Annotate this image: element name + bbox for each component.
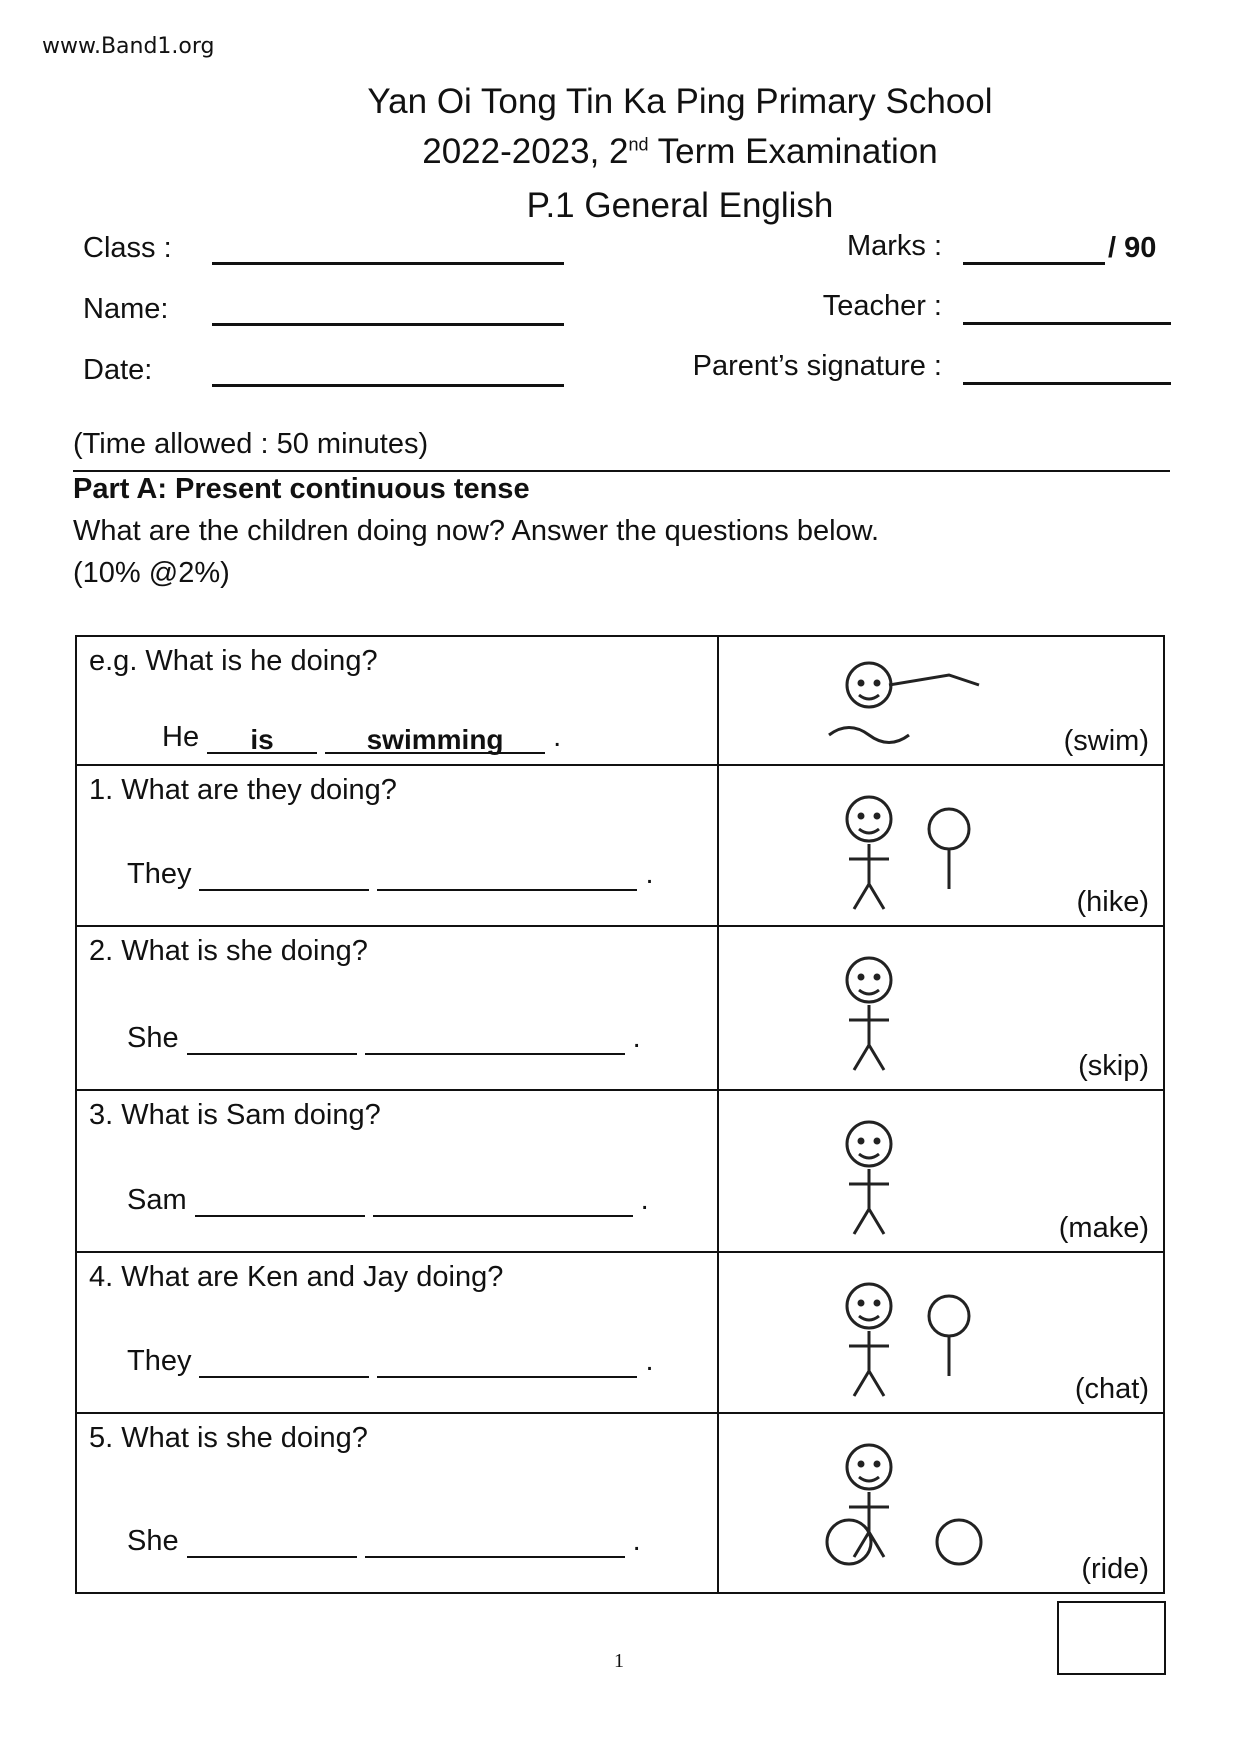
- answer-line: [127, 858, 654, 891]
- part-a-marks: (10% @2%): [73, 557, 230, 589]
- part-a-title: Part A: Present continuous tense: [73, 473, 530, 505]
- question-text: 3. What is Sam doing?: [89, 1099, 381, 1131]
- answer-blank-2[interactable]: [377, 861, 637, 891]
- hiking-children-picture: [809, 774, 1009, 919]
- picture-cell: [718, 636, 1164, 765]
- question-row: [76, 1413, 1164, 1593]
- full-stop: .: [632, 1525, 641, 1557]
- answer-blank-2[interactable]: [377, 1348, 637, 1378]
- girl-riding-bike-picture: [809, 1422, 1009, 1586]
- answer-line: [162, 721, 561, 754]
- picture-cell: [718, 1090, 1164, 1252]
- school-name: Yan Oi Tong Tin Ka Ping Primary School: [367, 82, 993, 121]
- verb-hint: (make): [1058, 1212, 1149, 1244]
- picture-cell: [718, 1252, 1164, 1413]
- girl-skipping-rope-picture: [809, 935, 1009, 1083]
- question-text: 4. What are Ken and Jay doing?: [89, 1261, 504, 1293]
- answer-blank-2[interactable]: [373, 1187, 633, 1217]
- question-cell: [76, 1252, 718, 1413]
- question-cell: [76, 636, 718, 765]
- answer-line: [127, 1022, 641, 1055]
- teacher-label: Teacher :: [822, 290, 942, 322]
- verb-hint: (hike): [1076, 886, 1149, 918]
- answer-subject: They: [127, 858, 192, 890]
- name-field[interactable]: [212, 323, 564, 326]
- question-text: 5. What is she doing?: [89, 1422, 368, 1454]
- question-row: [76, 1252, 1164, 1413]
- marks-label: Marks :: [846, 230, 942, 262]
- questions-table: [75, 635, 1165, 1594]
- question-cell: [76, 765, 718, 926]
- answer-blank-1[interactable]: [195, 1187, 365, 1217]
- full-stop: .: [632, 1022, 641, 1054]
- full-stop: .: [553, 721, 562, 753]
- answer-blank-1[interactable]: is: [207, 724, 317, 754]
- answer-blank-2[interactable]: [365, 1025, 625, 1055]
- question-row: [76, 636, 1164, 765]
- date-field[interactable]: [212, 384, 564, 387]
- swimming-boy-picture: [809, 645, 1009, 758]
- two-boys-chatting-picture: [809, 1261, 1009, 1406]
- answer-blank-2[interactable]: [365, 1528, 625, 1558]
- full-stop: .: [640, 1184, 649, 1216]
- picture-cell: [718, 765, 1164, 926]
- answer-subject: He: [162, 721, 200, 753]
- exam-term: 2022-2023, 2nd Term Examination: [422, 132, 938, 171]
- answer-line: [127, 1184, 649, 1217]
- verb-hint: (ride): [1081, 1553, 1149, 1585]
- question-text: 1. What are they doing?: [89, 774, 397, 806]
- picture-cell: [718, 926, 1164, 1090]
- marks-total: / 90: [1108, 232, 1157, 264]
- answer-subject: She: [127, 1022, 179, 1054]
- score-box: [1057, 1601, 1166, 1675]
- marks-field[interactable]: [963, 262, 1105, 265]
- question-cell: [76, 1413, 718, 1593]
- question-text: e.g. What is he doing?: [89, 645, 378, 677]
- time-allowed: (Time allowed : 50 minutes): [73, 428, 429, 460]
- watermark-url: www.Band1.org: [42, 34, 215, 59]
- question-cell: [76, 1090, 718, 1252]
- answer-line: [127, 1525, 641, 1558]
- divider: [73, 470, 1170, 472]
- answer-subject: They: [127, 1345, 192, 1377]
- question-row: [76, 926, 1164, 1090]
- answer-blank-2[interactable]: swimming: [325, 724, 545, 754]
- parent-signature-field[interactable]: [963, 382, 1171, 385]
- answer-subject: She: [127, 1525, 179, 1557]
- answer-blank-1[interactable]: [187, 1025, 357, 1055]
- class-field[interactable]: [212, 262, 564, 265]
- picture-cell: [718, 1413, 1164, 1593]
- date-label: Date:: [83, 354, 153, 386]
- question-text: 2. What is she doing?: [89, 935, 368, 967]
- class-label: Class :: [83, 232, 172, 264]
- verb-hint: (swim): [1063, 725, 1149, 757]
- answer-blank-1[interactable]: [199, 1348, 369, 1378]
- question-row: [76, 1090, 1164, 1252]
- answer-subject: Sam: [127, 1184, 187, 1216]
- answer-blank-1[interactable]: [187, 1528, 357, 1558]
- name-label: Name:: [83, 293, 169, 325]
- question-row: [76, 765, 1164, 926]
- verb-hint: (chat): [1074, 1373, 1149, 1405]
- full-stop: .: [645, 1345, 654, 1377]
- parent-signature-label: Parent’s signature :: [692, 350, 942, 382]
- question-cell: [76, 926, 718, 1090]
- verb-hint: (skip): [1078, 1050, 1149, 1082]
- boy-making-model-picture: [809, 1099, 1009, 1245]
- answer-blank-1[interactable]: [199, 861, 369, 891]
- answer-line: [127, 1345, 654, 1378]
- page-number: 1: [614, 1650, 624, 1672]
- subject-title: P.1 General English: [526, 186, 834, 225]
- teacher-field[interactable]: [963, 322, 1171, 325]
- full-stop: .: [645, 858, 654, 890]
- part-a-instruction: What are the children doing now? Answer the questions below.: [73, 515, 880, 547]
